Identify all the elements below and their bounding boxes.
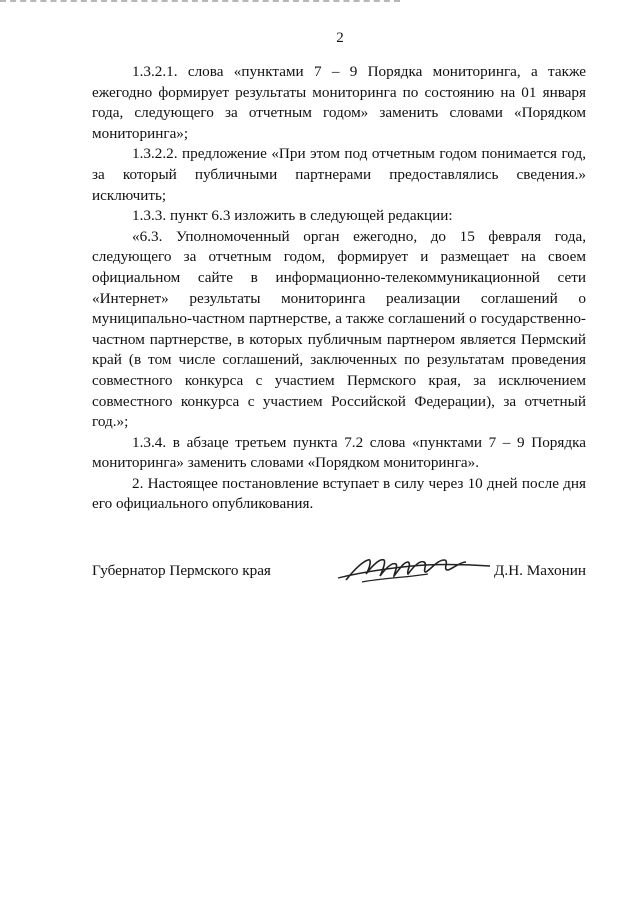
signatory-name: Д.Н. Махонин <box>494 562 586 579</box>
page-number: 2 <box>336 30 344 46</box>
handwritten-signature-icon <box>332 548 492 588</box>
paragraph-1-3-2-1: 1.3.2.1. слова «пунктами 7 – 9 Порядка мониторинга, а также ежегодно формирует результаты мониторинга по состоянию на 01 января года, следующего за отчетным годом» заменить словами «Порядком мониторинга»; <box>92 63 586 142</box>
paragraph-6-3: «6.3. Уполномоченный орган ежегодно, до 15 февраля года, следующего за отчетным годом, формирует и размещает на своем официальном сайте в информационно-телекоммуникационной сети «Интернет» результаты мониторинга реализации соглашений о муниципально-частном партнерстве, а также соглашений о государственно-частном партнерстве, в которых публичным партнером является Пермский край (в том числе соглашений, заключенных по результатам проведения совместного конкурса с участием Пермского края, за исключением совместного конкурса с участием Российской Федерации), за отчетный год.»; <box>92 227 586 431</box>
paragraph-1-3-3: 1.3.3. пункт 6.3 изложить в следующей редакции: <box>132 207 453 225</box>
scan-top-rule <box>0 0 400 5</box>
paragraph-1-3-2-2: 1.3.2.2. предложение «При этом под отчетным годом понимается год, за который публичными партнерами предоставлялись сведения.» исключить; <box>92 145 586 204</box>
signature-block <box>92 562 586 602</box>
document-body <box>92 62 586 515</box>
signatory-position: Губернатор Пермского края <box>92 562 271 579</box>
paragraph-1-3-4: 1.3.4. в абзаце третьем пункта 7.2 слова «пунктами 7 – 9 Порядка мониторинга» заменить словами «Порядком мониторинга». <box>92 433 586 472</box>
paragraph-2: 2. Настоящее постановление вступает в силу через 10 дней после дня его официального опубликования. <box>92 474 586 513</box>
